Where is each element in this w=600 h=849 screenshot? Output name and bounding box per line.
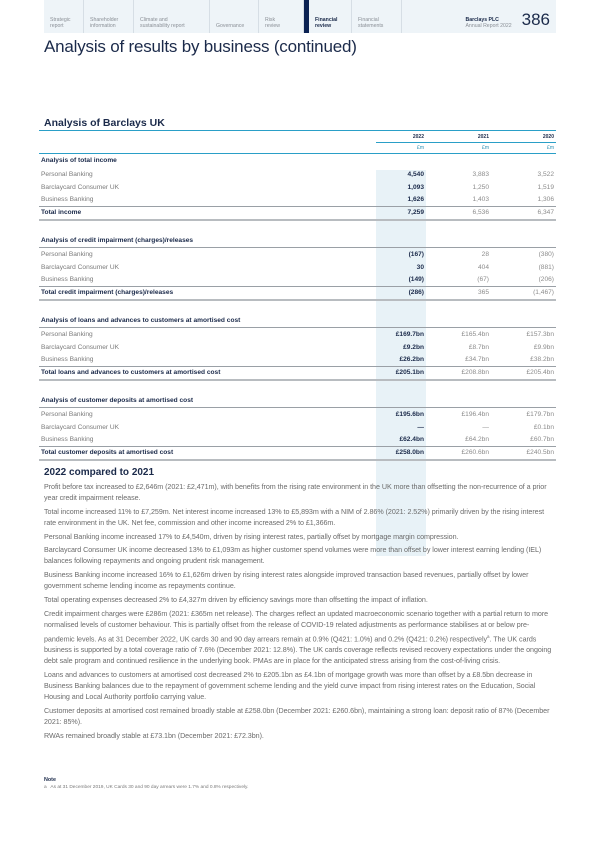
footnote-ref[interactable]: a [487, 633, 490, 639]
note-title: Note [44, 777, 56, 783]
year-2021: 2021 [442, 131, 491, 143]
page-number: 386 [521, 10, 550, 29]
comparison-body [44, 482, 556, 744]
section-header: Analysis of total income [41, 157, 117, 165]
brand-block [465, 17, 511, 29]
nav-financial-statements[interactable]: Financial statements [352, 0, 402, 33]
nav-governance[interactable]: Governance [210, 0, 259, 33]
table-row: Business Banking 1,626 1,403 1,306 [41, 196, 554, 204]
top-navigation [44, 0, 556, 33]
nav-risk-review[interactable]: Risk review [259, 0, 304, 33]
year-2020: 2020 [507, 131, 556, 143]
paragraph: Barclaycard Consumer UK income decreased 13% to £1,093m as higher customer spend volumes were more than offset by lower interest earning lending (IEL) balances following repayments and ongoing prudent risk management. [44, 546, 542, 566]
brand-name: Barclays PLC [465, 17, 499, 23]
nav-climate-sustainability-report[interactable]: Climate and sustainability report [134, 0, 210, 33]
paragraph: Personal Banking income increased 17% to £4,540m, driven by rising interest rates, partially offset by mortgage margin compression. [44, 532, 459, 541]
paragraph: Loans and advances to customers at amortised cost decreased 2% to £205.1bn as £4.1bn of mortgage growth was more than offset by a £8.5bn decrease in Business Banking balances due to the repayment of government scheme lending and the yield curve impact from rising interest rates on the Education, Social Housing and Local Authority portfolio carrying value. [44, 670, 536, 702]
section-header: Analysis of customer deposits at amortised cost [39, 394, 556, 408]
table-row: Personal Banking 4,540 3,883 3,522 [41, 170, 554, 178]
table-row: Business Banking (149) (67) (206) [41, 276, 554, 284]
table-row: Personal Banking (167) 28 (380) [41, 250, 554, 258]
barclays-uk-table [39, 130, 556, 461]
table-row: Barclaycard Consumer UK £9.2bn £8.7bn £9.9bn [41, 343, 554, 351]
footnote-marker: a [44, 785, 47, 790]
table-row: Barclaycard Consumer UK — — £0.1bn [41, 423, 554, 431]
footnote-block [44, 777, 248, 790]
table-row: Business Banking £26.2bn £34.7bn £38.2bn [41, 356, 554, 364]
total-row: Total customer deposits at amortised cost £258.0bn £260.6bn £240.5bn [39, 447, 556, 460]
table-row: Barclaycard Consumer UK 1,093 1,250 1,519 [41, 183, 554, 191]
footnote-text: As at 31 December 2019, UK Cards 30 and 90 day arrears were 1.7% and 0.8% respectively. [50, 785, 249, 790]
paragraph: RWAs remained broadly stable at £73.1bn (December 2021: £72.3bn). [44, 731, 264, 740]
table-row: Personal Banking £195.6bn £196.4bn £179.7bn [41, 410, 554, 418]
report-brand [459, 0, 556, 33]
paragraph: Business Banking income increased 16% to £1,626m driven by rising interest rates alongside improved transaction based revenues, partially offset by lower government scheme lending income as repayments continue. [44, 571, 529, 591]
table-row: Business Banking £62.4bn £64.2bn £60.7bn [41, 436, 554, 444]
table-row: Personal Banking £169.7bn £165.4bn £157.3bn [41, 330, 554, 338]
nav-strategic-report[interactable]: Strategic report [44, 0, 84, 33]
total-row: Total loans and advances to customers at amortised cost £205.1bn £208.8bn £205.4bn [39, 367, 556, 380]
section-header: Analysis of loans and advances to customers at amortised cost [39, 314, 556, 328]
footnote-item [44, 785, 248, 790]
paragraph-credit-impairment: Credit impairment charges were £286m (2021: £365m net release). The charges reflect an updated macroeconomic scenario together with a partial return to more normalised levels of customer behaviour. This is partially offset from the release of COVID-19 related adjustments as performance stabilises at or below pre-pandemic levels. As at 31 December 2022, UK cards 30 and 90 day arrears remain at 0.9% (Q421: 1.0%) and 0.2% (Q421: 0.2%) respectively$^a$. The UK cards business is supported by a total coverage ratio of 7.6% (December 2021: 12.8%). The UK cards coverage reflects revised recovery expectations under the ongoing debt sale program and continued resilience in the underlying book. PMAs are in place for the anticipated stress arising from the cost-of-living crisis. [44, 609, 552, 666]
page-title: Analysis of results by business (continued) [44, 37, 357, 56]
section-title: Analysis of Barclays UK [44, 117, 165, 129]
total-row: Total credit impairment (charges)/releases (286) 365 (1,467) [39, 287, 556, 300]
section-header: Analysis of credit impairment (charges)/releases [39, 234, 556, 248]
report-name: Annual Report 2022 [465, 23, 512, 29]
year-header-row [39, 131, 556, 143]
total-row: Total income 7,259 6,536 6,347 [39, 207, 556, 220]
year-2022: 2022 [376, 131, 426, 143]
nav-financial-review[interactable]: Financial review [304, 0, 352, 33]
comparison-title: 2022 compared to 2021 [44, 467, 155, 478]
paragraph: Total operating expenses decreased 2% to £4,327m driven by efficiency savings more than offsetting the impact of inflation. [44, 595, 428, 604]
paragraph: Total income increased 11% to £7,259m. Net interest income increased 13% to £5,893m with a NIM of 2.86% (2021: 2.52%) primarily driven by the rising interest rate environment in the UK. Net fee, commission and other income increased 2% to £1,366m. [44, 507, 545, 527]
nav-shareholder-information[interactable]: Shareholder information [84, 0, 134, 33]
table-row: Barclaycard Consumer UK 30 404 (881) [41, 263, 554, 271]
paragraph: Profit before tax increased to £2,646m (2021: £2,471m), with benefits from the rising rate environment in the UK more than offsetting the non-recurrence of a prior year credit impairment release. [44, 483, 547, 503]
paragraph: Customer deposits at amortised cost remained broadly stable at £258.0bn (December 2021: £260.6bn), maintaining a strong loan: deposit ratio of 87% (December 2021: 85%). [44, 706, 550, 726]
unit-row: £m £m £m [39, 143, 556, 154]
